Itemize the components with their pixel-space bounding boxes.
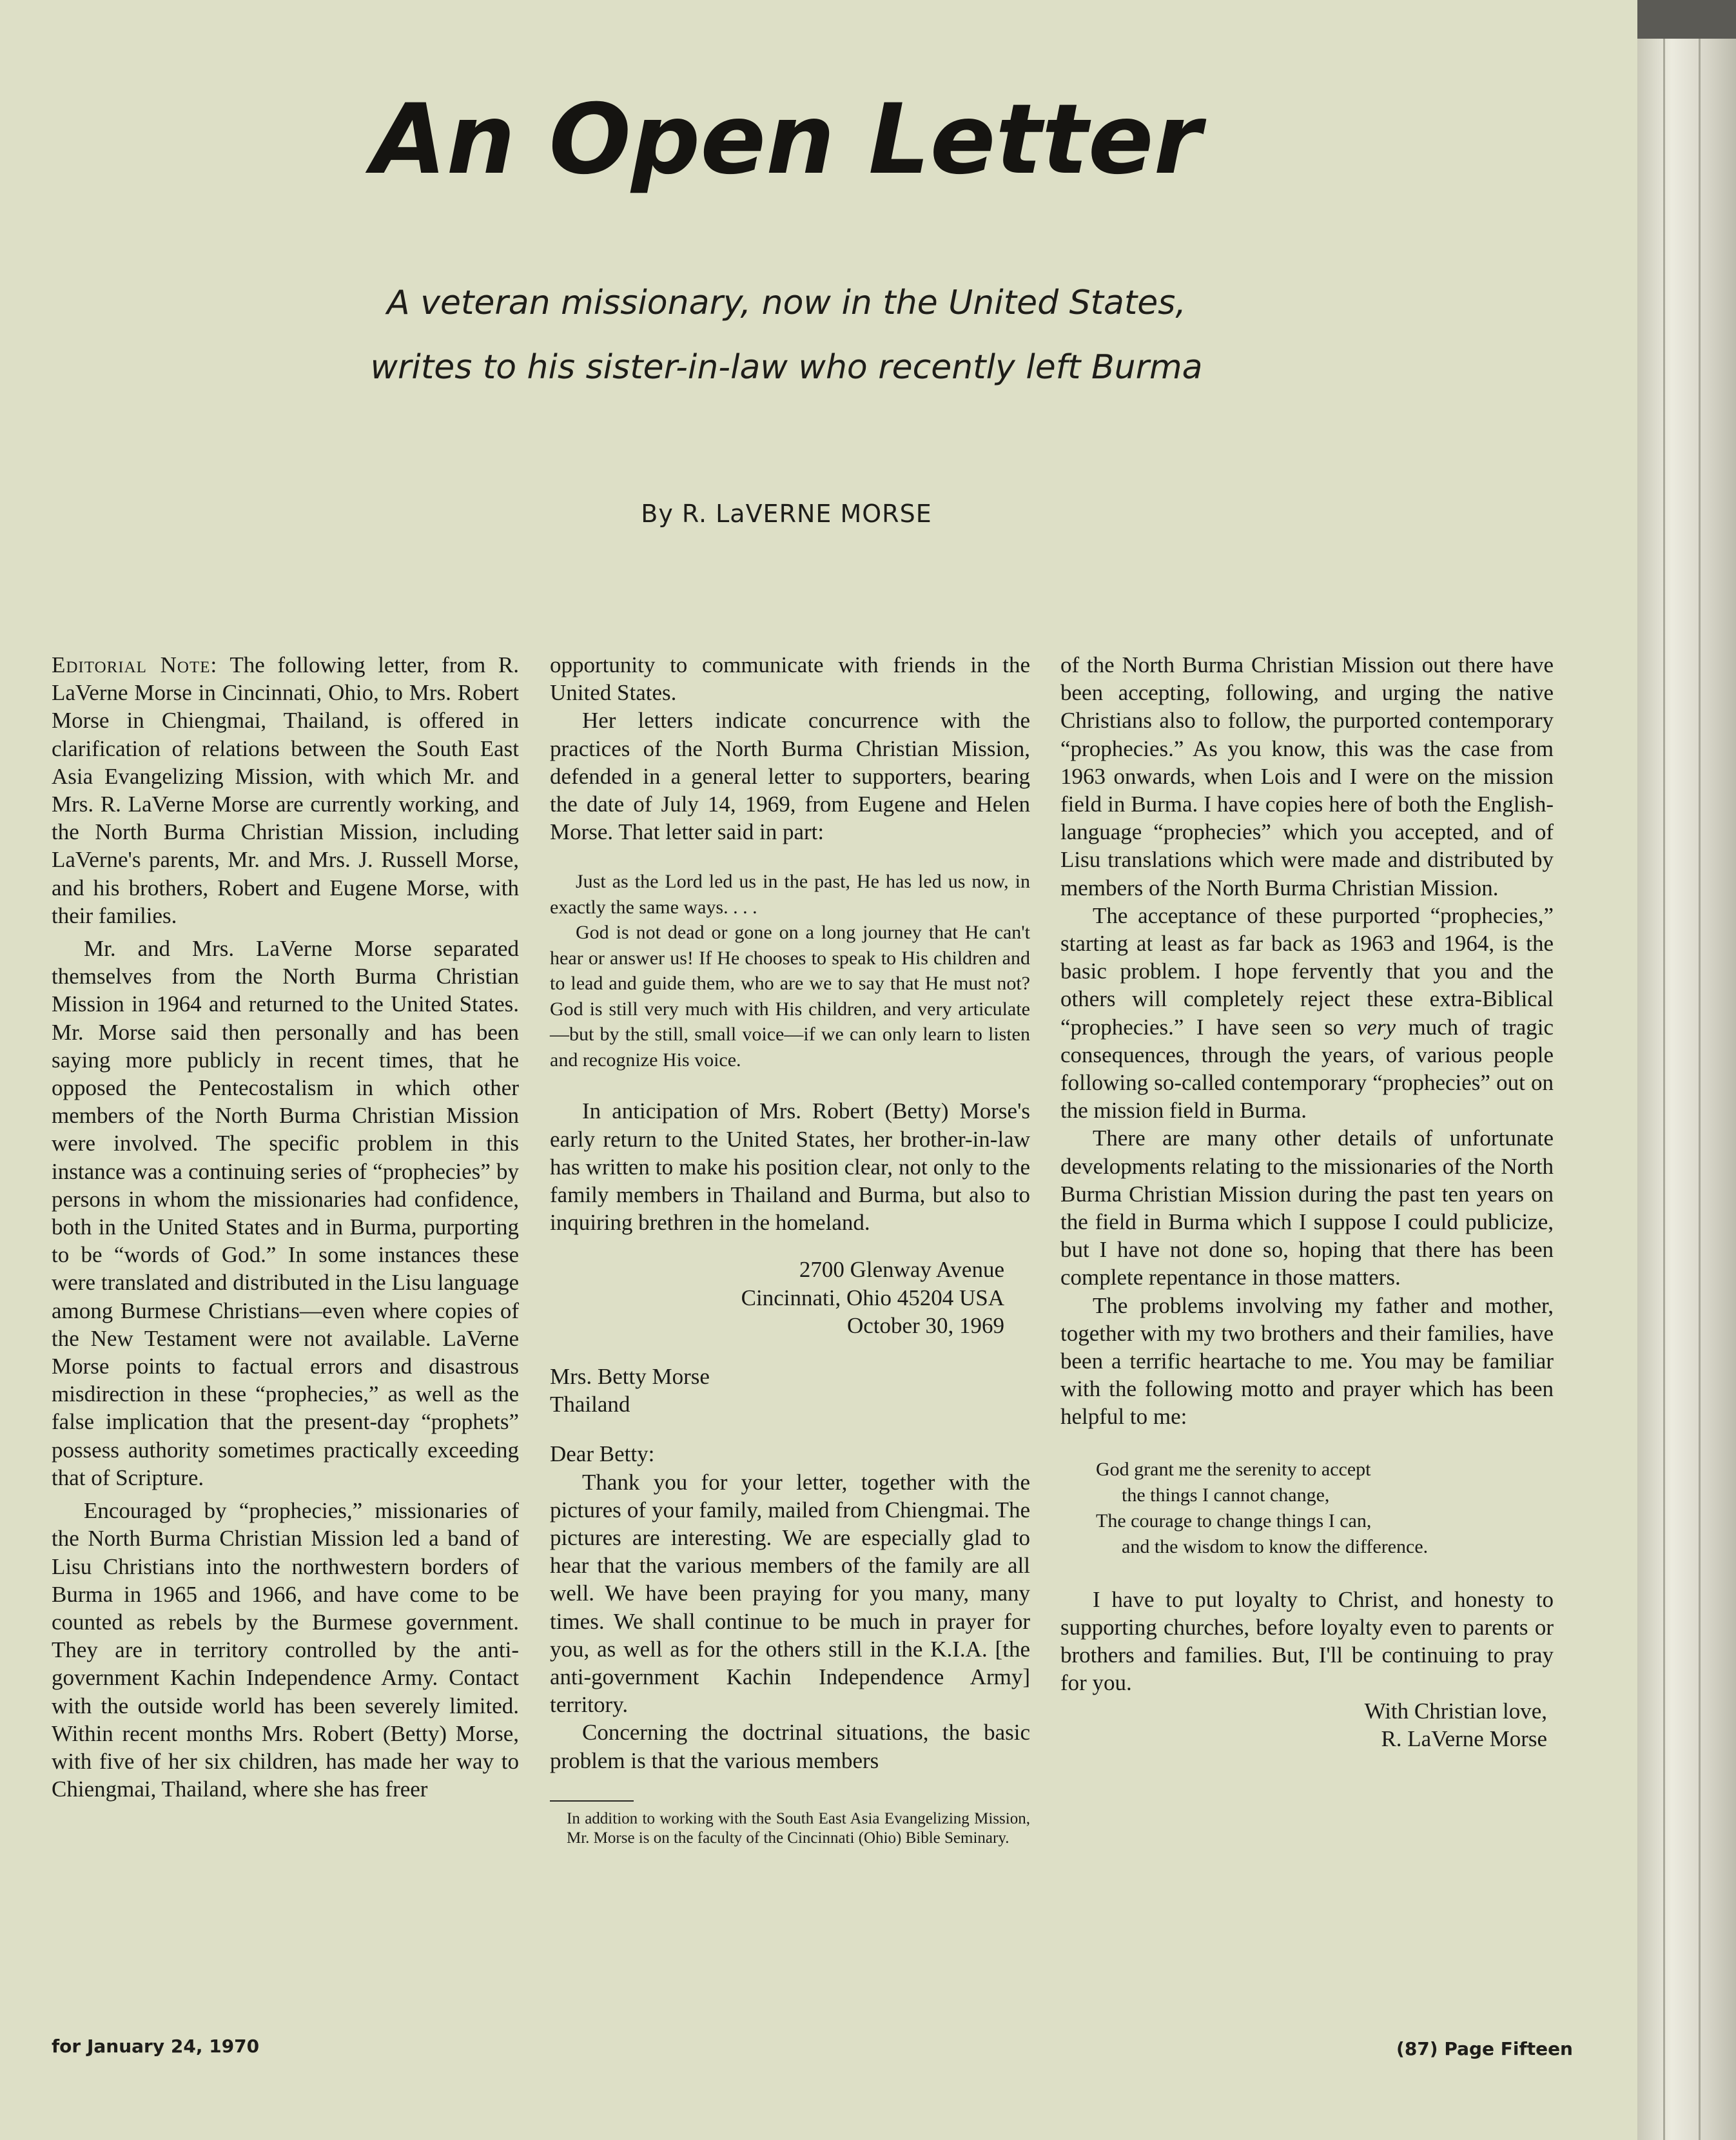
- recipient-location: Thailand: [550, 1392, 630, 1417]
- motto-line: and the wisdom to know the difference.: [1122, 1535, 1429, 1557]
- paragraph: opportunity to communicate with friends in the United States.: [550, 652, 1030, 706]
- footer-page-number: (87) Page Fifteen: [1396, 2038, 1573, 2059]
- paragraph-text: The acceptance of these purported “prophecies,” starting at least as far back as 1963 and 1964, is the basic problem. I hope fervently that you and the others will completely reject these extra-Biblical “prophecies.” I have seen so: [1060, 902, 1554, 1040]
- editorial-note-paragraph: [52, 651, 519, 929]
- paragraph: Thank you for your letter, together with the pictures of your family, mailed from Chiengmai. The pictures are interesting. We are especially glad to hear that the various members of the family are all well. We have been praying for you many, many times. We shall continue to be much in prayer for you, as well as for the others still in the K.I.A. [the anti-government Kachin Independence Army] territory.: [550, 1469, 1030, 1718]
- page-edge: [1637, 39, 1736, 2140]
- motto-line: the things I cannot change,: [1122, 1484, 1330, 1506]
- paragraph: Concerning the doctrinal situations, the basic problem is that the various members: [550, 1720, 1030, 1773]
- motto-prayer: [1096, 1457, 1554, 1560]
- address-line: 2700 Glenway Avenue: [799, 1257, 1004, 1283]
- quote-paragraph: Just as the Lord led us in the past, He has led us now, in exactly the same ways. . . .: [550, 871, 1030, 918]
- column-2: [550, 651, 1030, 1848]
- paragraph: I have to put loyalty to Christ, and honesty to supporting churches, before loyalty even to parents or brothers and families. But, I'll be continuing to pray for you.: [1060, 1586, 1554, 1696]
- column-3: [1060, 651, 1554, 1753]
- closing: With Christian love,: [1364, 1698, 1547, 1724]
- byline: By R. LaVERNE MORSE: [641, 500, 932, 528]
- paragraph: There are many other details of unfortunate developments relating to the missionaries of the North Burma Christian Mission during the past ten years on the field in Burma which I suppose I could publicize, but I have not done so, hoping that there has been complete repentance in those matters.: [1060, 1125, 1554, 1290]
- paragraph: Mr. and Mrs. LaVerne Morse separated themselves from the North Burma Christian Mission in 1964 and returned to the United States. Mr. Morse said then personally and has been saying more publicly in recent times, that he opposed the Pentecostalism in which other members of the North Burma Christian Mission were involved. The specific problem in this instance was a continuing series of “prophecies” by persons in whom the missionaries had confidence, both in the United States and in Burma, purporting to be “words of God.” In some instances these were translated and distributed in the Lisu language among Burmese Christians—even where copies of the New Testament were not available. LaVerne Morse points to factual errors and disastrous misdirection in these “prophecies,” as well as the false implication that the present-day “prophets” possess authority sometimes practically exceeding that of Scripture.: [52, 936, 519, 1490]
- paragraph: Encouraged by “prophecies,” missionaries of the North Burma Christian Mission led a band of Lisu Christians into the northwestern borders of Burma in 1965 and 1966, and have come to be counted as rebels by the Burmese government. They are in territory controlled by the anti-government Kachin Independence Army. Contact with the outside world has been severely limited. Within recent months Mrs. Robert (Betty) Morse, with five of her six children, has made her way to Chiengmai, Thailand, where she has freer: [52, 1498, 519, 1802]
- paragraph: [1060, 902, 1554, 1125]
- subtitle-line-2: writes to his sister-in-law who recently left Burma: [370, 348, 1203, 387]
- page-edge-line: [1663, 39, 1665, 2140]
- greeting: Dear Betty:: [550, 1441, 655, 1467]
- block-quote: [550, 869, 1030, 1073]
- letter-date: October 30, 1969: [847, 1312, 1004, 1338]
- paragraph: of the North Burma Christian Mission out there have been accepting, following, and urging the native Christians also to follow, the purported contemporary “prophecies.” As you know, this was the case from 1963 onwards, when Lois and I were on the mission field in Burma. I have copies here of both the English-language “prophecies” which you accepted, and of Lisu translations which were made and distributed by members of the North Burma Christian Mission.: [1060, 652, 1554, 900]
- page-edge-line: [1699, 39, 1701, 2140]
- recipient-name: Mrs. Betty Morse: [550, 1364, 710, 1390]
- emphasis: very: [1356, 1014, 1396, 1040]
- motto-line: The courage to change things I can,: [1096, 1510, 1372, 1532]
- subtitle-line-1: A veteran missionary, now in the United States,: [387, 284, 1186, 322]
- editorial-note-text: The following letter, from R. LaVerne Morse in Cincinnati, Ohio, to Mrs. Robert Morse in Chiengmai, Thailand, is offered in clarification of relations between the South East Asia Evangelizing Mission, with which Mr. and Mrs. R. LaVerne Morse are currently working, and the North Burma Christian Mission, including LaVerne's parents, Mr. and Mrs. J. Russell Morse, and his brothers, Robert and Eugene Morse, with their families.: [52, 652, 519, 928]
- quote-paragraph: God is not dead or gone on a long journey that He can't hear or answer us! If He chooses to speak to His children and to lead and guide them, who are we to say that He must not? God is still very much with His children, and very articulate—but by the still, small voice—if we can only learn to listen and recognize His voice.: [550, 922, 1030, 1071]
- article-subtitle: [0, 271, 1573, 400]
- footnote-rule: [550, 1800, 634, 1802]
- column-1: [52, 651, 519, 1803]
- footnote: In addition to working with the South East Asia Evangelizing Mission, Mr. Morse is on the faculty of the Cincinnati (Ohio) Bible Seminary.: [567, 1809, 1030, 1847]
- signature: R. LaVerne Morse: [1381, 1726, 1547, 1751]
- paragraph: The problems involving my father and mother, together with my two brothers and their families, have been a terrific heartache to me. You may be familiar with the following motto and prayer which has been helpful to me:: [1060, 1292, 1554, 1430]
- sender-address: [550, 1256, 1030, 1339]
- paragraph: Her letters indicate concurrence with the practices of the North Burma Christian Mission, defended in a general letter to supporters, bearing the date of July 14, 1969, from Eugene and Helen Morse. That letter said in part:: [550, 708, 1030, 845]
- editorial-note-label: Editorial Note:: [52, 652, 218, 677]
- recipient: [550, 1363, 1030, 1418]
- footer-date: for January 24, 1970: [52, 2036, 260, 2057]
- paragraph: In anticipation of Mrs. Robert (Betty) Morse's early return to the United States, her brother-in-law has written to make his position clear, not only to the family members in Thailand and Burma, but also to inquiring brethren in the homeland.: [550, 1098, 1030, 1236]
- paragraph-text: much of tragic consequences, through the years, of various people following so-called contemporary “prophecies” out on the mission field in Burma.: [1060, 1014, 1554, 1124]
- article-title: An Open Letter: [371, 84, 1202, 196]
- motto-line: God grant me the serenity to accept: [1096, 1458, 1371, 1480]
- address-line: Cincinnati, Ohio 45204 USA: [741, 1285, 1004, 1310]
